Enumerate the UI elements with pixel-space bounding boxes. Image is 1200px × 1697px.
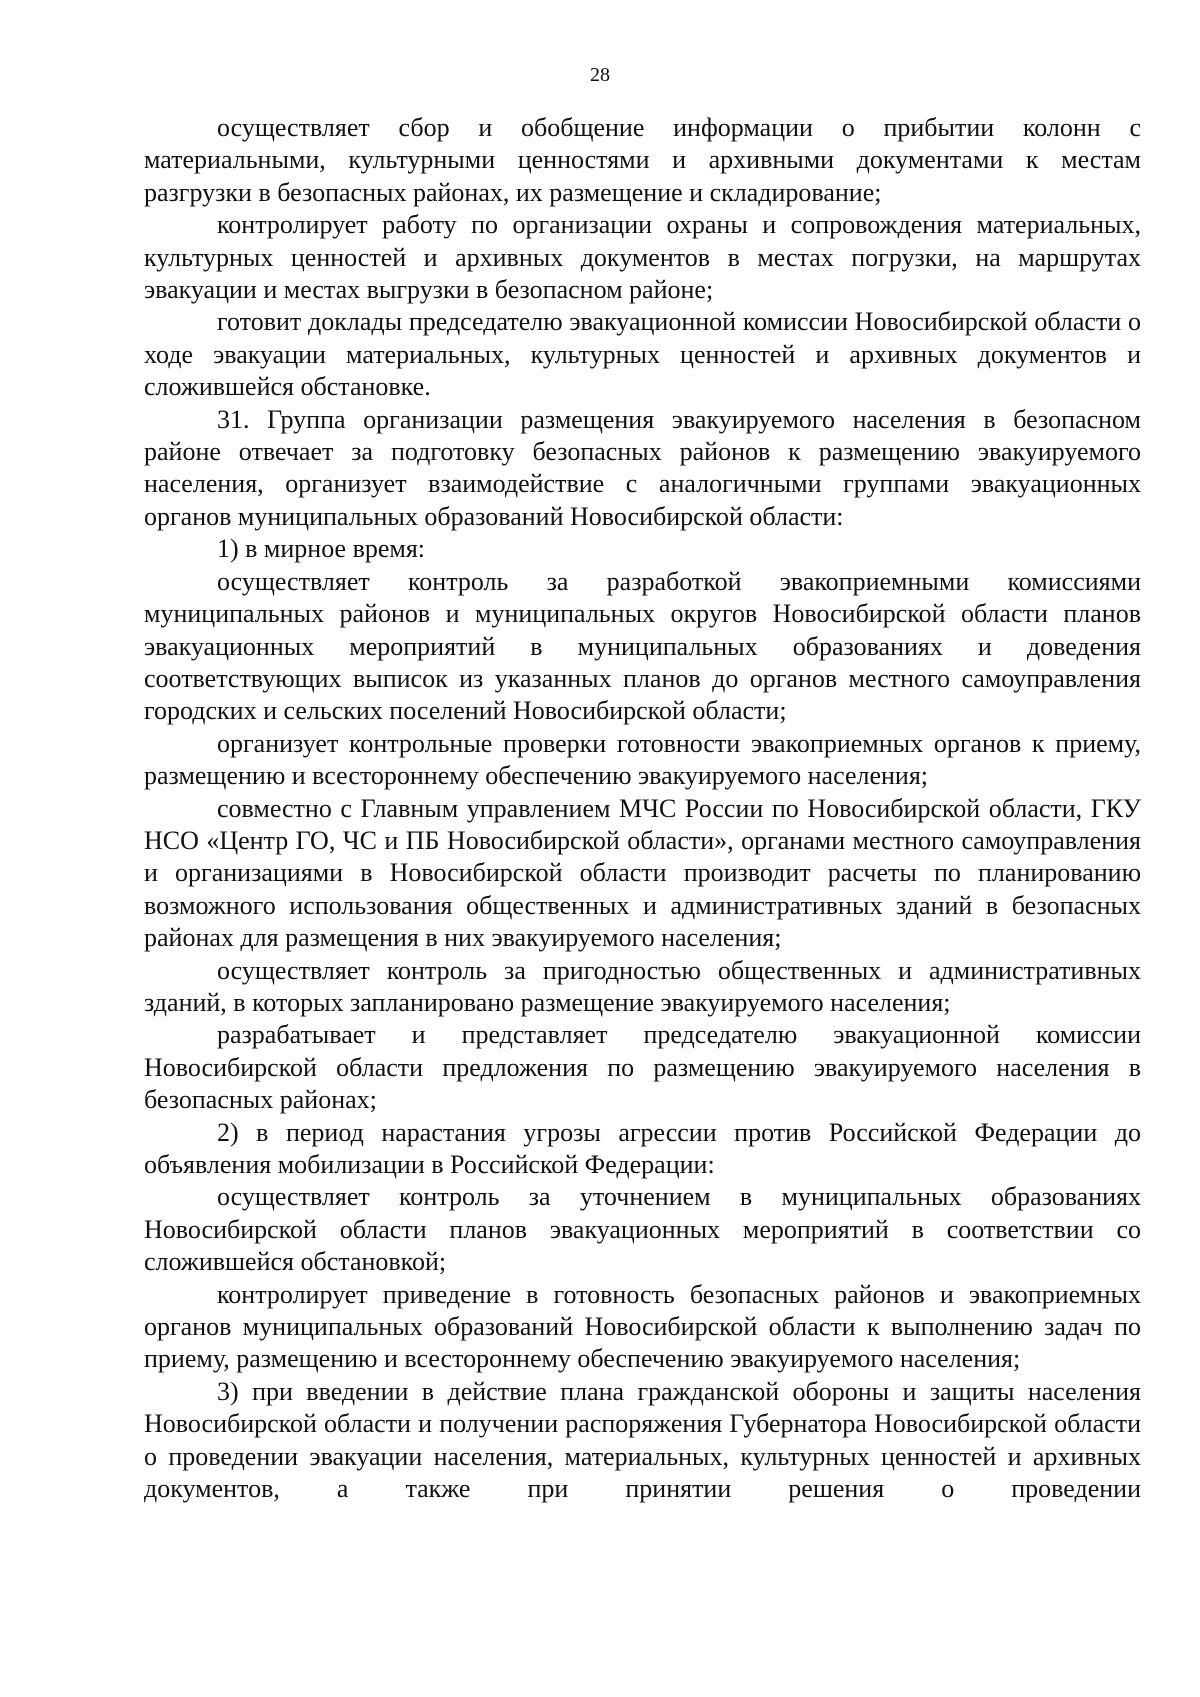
paragraph: разрабатывает и представляет председателю эвакуационной комиссии Новосибирской области предложения по размещению эвакуируемого населения в безопасных районах; <box>144 1020 1141 1115</box>
paragraph: 2) в период нарастания угрозы агрессии против Российской Федерации до объявления мобилизации в Российской Федерации: <box>144 1117 1141 1179</box>
paragraph: осуществляет сбор и обобщение информации о прибытии колонн с материальными, культурными ценностями и архивными документами к местам разгрузки в безопасных районах, их размещение и складирование; <box>144 113 1141 207</box>
paragraph: организует контрольные проверки готовности эвакоприемных органов к приему, размещению и всестороннему обеспечению эвакуируемого населения; <box>144 728 1141 791</box>
document-body <box>144 112 1141 1505</box>
paragraph: совместно с Главным управлением МЧС России по Новосибирской области, ГКУ НСО «Центр ГО, ЧС и ПБ Новосибирской области», органами местного самоуправления и организациями в Новосибирской области производит расчеты по планированию возможного использования общественных и административных зданий в безопасных районах для размещения в них эвакуируемого населения; <box>144 793 1141 953</box>
paragraph: 3) при введении в действие плана гражданской обороны и защиты населения Новосибирской области и получении распоряжения Губернатора Новосибирской области о проведении эвакуации населения, материальных, культурных ценностей и архивных документов, а также при принятии решения о проведении <box>144 1376 1141 1504</box>
paragraph: контролирует приведение в готовность безопасных районов и эвакоприемных органов муниципальных образований Новосибирской области к выполнению задач по приему, размещению и всестороннему обеспечению эвакуируемого населения; <box>144 1279 1141 1374</box>
paragraph: осуществляет контроль за разработкой эвакоприемными комиссиями муниципальных районов и муниципальных округов Новосибирской области планов эвакуационных мероприятий в муниципальных образованиях и доведения соответствующих выписок из указанных планов до органов местного самоуправления городских и сельских поселений Новосибирской области; <box>144 566 1141 726</box>
paragraph: 31. Группа организации размещения эвакуируемого населения в безопасном районе отвечает за подготовку безопасных районов к размещению эвакуируемого населения, организует взаимодействие с аналогичными группами эвакуационных органов муниципальных образований Новосибирской области: <box>144 404 1141 531</box>
paragraph: осуществляет контроль за пригодностью общественных и административных зданий, в которых запланировано размещение эвакуируемого населения; <box>144 955 1141 1017</box>
paragraph: 1) в мирное время: <box>217 534 426 564</box>
paragraph: готовит доклады председателю эвакуационной комиссии Новосибирской области о ходе эвакуации материальных, культурных ценностей и архивных документов и сложившейся обстановке. <box>144 307 1141 402</box>
paragraph: контролирует работу по организации охраны и сопровождения материальных, культурных ценностей и архивных документов в местах погрузки, на маршрутах эвакуации и местах выгрузки в безопасном районе; <box>144 210 1141 305</box>
paragraph: осуществляет контроль за уточнением в муниципальных образованиях Новосибирской области планов эвакуационных мероприятий в соответствии со сложившейся обстановкой; <box>144 1182 1141 1277</box>
page-number: 28 <box>590 64 610 86</box>
